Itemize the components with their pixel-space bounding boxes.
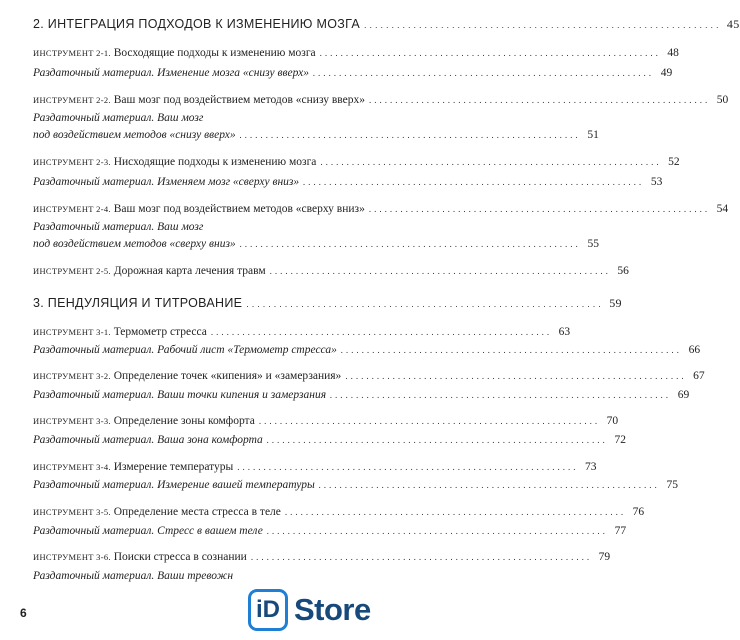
handout-title: Раздаточный материал. Измерение вашей температуры <box>33 479 315 491</box>
page-number: 67 <box>693 370 705 382</box>
page-number: 79 <box>598 551 611 563</box>
tool-3-6-entry[interactable] <box>33 551 611 563</box>
page-number: 59 <box>609 296 622 310</box>
leader-dots: ................................................................. <box>318 480 660 490</box>
page-number: 72 <box>614 434 627 446</box>
handout-title: Раздаточный материал. Ваши точки кипения и замерзания <box>33 389 327 401</box>
leader-dots: ................................................................. <box>313 68 655 78</box>
leader-dots: ................................................................. <box>266 435 609 445</box>
handout-2-4-entry[interactable] <box>33 238 599 250</box>
leader-dots: ................................................................. <box>319 48 661 58</box>
leader-dots: ................................................................. <box>330 390 672 400</box>
leader-dots: ................................................................. <box>368 204 711 214</box>
tool-title: Определение зоны комфорта <box>113 415 255 427</box>
leader-dots: ................................................................. <box>258 416 601 426</box>
logo-word: Store <box>294 592 371 627</box>
tool-label: ИНСТРУМЕНТ 2-1. <box>33 48 111 58</box>
handout-3-3-entry[interactable] <box>33 434 627 446</box>
handout-3-1-entry[interactable] <box>33 344 701 356</box>
chapter-3-entry[interactable] <box>33 296 622 311</box>
leader-dots: ................................................................. <box>303 177 645 187</box>
handout-3-6-entry[interactable]: Раздаточный материал. Ваши тревожн <box>33 570 234 582</box>
leader-dots: ................................................................. <box>269 266 611 276</box>
page-number: 70 <box>606 415 619 427</box>
handout-title: под воздействием методов «сверху вниз» <box>33 238 236 250</box>
tool-title: Определение места стресса в теле <box>113 506 281 518</box>
handout-title: Раздаточный материал. Изменяем мозг «сверху вниз» <box>33 176 300 188</box>
leader-dots: ................................................................. <box>266 526 609 536</box>
tool-title: Поиски стресса в сознании <box>113 551 247 563</box>
tool-label: ИНСТРУМЕНТ 2-4. <box>33 204 111 214</box>
handout-title: Раздаточный материал. Изменение мозга «снизу вверх» <box>33 67 309 79</box>
tool-title: Ваш мозг под воздействием методов «снизу вверх» <box>113 94 366 106</box>
chapter-title: 3. ПЕНДУЛЯЦИЯ И ТИТРОВАНИЕ <box>33 296 243 310</box>
page-number: 51 <box>587 129 599 141</box>
chapter-2-entry[interactable] <box>33 17 740 32</box>
page-number: 73 <box>585 461 597 473</box>
page-number: 76 <box>632 506 645 518</box>
tool-title: Определение точек «кипения» и «замерзания» <box>113 370 342 382</box>
handout-2-3-entry[interactable] <box>33 176 663 188</box>
handout-title: Раздаточный материал. Ваша зона комфорта <box>33 434 263 446</box>
handout-2-4-line1[interactable]: Раздаточный материал. Ваш мозг <box>33 221 204 233</box>
tool-title: Дорожная карта лечения травм <box>113 265 266 277</box>
handout-3-4-entry[interactable] <box>33 479 678 491</box>
tool-title: Измерение температуры <box>113 461 234 473</box>
handout-3-2-entry[interactable] <box>33 389 690 401</box>
tool-2-1-entry[interactable] <box>33 47 679 59</box>
leader-dots: ................................................................. <box>239 130 581 140</box>
leader-dots: ................................................................. <box>340 345 683 355</box>
leader-dots: ................................................................. <box>250 552 593 562</box>
handout-2-2-line1[interactable]: Раздаточный материал. Ваш мозг <box>33 112 204 124</box>
page-number: 56 <box>617 265 629 277</box>
tool-label: ИНСТРУМЕНТ 2-2. <box>33 95 111 105</box>
tool-title: Нисходящие подходы к изменению мозга <box>113 156 317 168</box>
leader-dots: ................................................................. <box>369 95 711 105</box>
footer-page-number: 6 <box>20 606 27 620</box>
tool-title: Ваш мозг под воздействием методов «сверху вниз» <box>113 203 365 215</box>
leader-dots: ................................................................. <box>320 157 662 167</box>
handout-2-2-entry[interactable] <box>33 129 599 141</box>
page-number: 63 <box>558 326 571 338</box>
tool-2-2-entry[interactable] <box>33 94 729 106</box>
page-number: 55 <box>587 238 599 250</box>
page-number: 75 <box>666 479 678 491</box>
tool-label: ИНСТРУМЕНТ 3-1. <box>33 327 111 337</box>
tool-2-3-entry[interactable] <box>33 156 680 168</box>
chapter-title: 2. ИНТЕГРАЦИЯ ПОДХОДОВ К ИЗМЕНЕНИЮ МОЗГА <box>33 17 360 31</box>
handout-title: под воздействием методов «снизу вверх» <box>33 129 236 141</box>
tool-3-3-entry[interactable] <box>33 415 619 427</box>
logo-box: iD <box>248 589 288 631</box>
tool-title: Термометр стресса <box>113 326 207 338</box>
tool-label: ИНСТРУМЕНТ 2-5. <box>33 266 111 276</box>
leader-dots: ................................................................. <box>239 239 581 249</box>
tool-label: ИНСТРУМЕНТ 3-3. <box>33 416 111 426</box>
page-number: 50 <box>716 94 729 106</box>
tool-3-2-entry[interactable] <box>33 370 705 382</box>
page-number: 53 <box>650 176 663 188</box>
tool-2-5-entry[interactable] <box>33 265 629 277</box>
handout-3-5-entry[interactable] <box>33 525 627 537</box>
page-number: 49 <box>660 67 673 79</box>
tool-label: ИНСТРУМЕНТ 3-4. <box>33 462 111 472</box>
tool-3-4-entry[interactable] <box>33 461 597 473</box>
handout-title: Раздаточный материал. Стресс в вашем теле <box>33 525 263 537</box>
leader-dots: ................................................................. <box>210 327 553 337</box>
leader-dots: ................................................................. <box>246 299 604 309</box>
tool-title: Восходящие подходы к изменению мозга <box>113 47 316 59</box>
tool-label: ИНСТРУМЕНТ 2-3. <box>33 157 111 167</box>
idstore-watermark-logo <box>248 585 448 635</box>
page-number: 69 <box>677 389 690 401</box>
page-number: 52 <box>668 156 680 168</box>
handout-2-1-entry[interactable] <box>33 67 673 79</box>
tool-label: ИНСТРУМЕНТ 3-6. <box>33 552 111 562</box>
leader-dots: ................................................................. <box>345 371 687 381</box>
leader-dots: ................................................................. <box>237 462 579 472</box>
page-number: 77 <box>614 525 627 537</box>
tool-2-4-entry[interactable] <box>33 203 729 215</box>
page-number: 48 <box>667 47 679 59</box>
tool-label: ИНСТРУМЕНТ 3-5. <box>33 507 111 517</box>
tool-label: ИНСТРУМЕНТ 3-2. <box>33 371 111 381</box>
tool-3-1-entry[interactable] <box>33 326 571 338</box>
handout-title: Раздаточный материал. Рабочий лист «Термометр стресса» <box>33 344 337 356</box>
tool-3-5-entry[interactable] <box>33 506 645 518</box>
page-number: 54 <box>716 203 729 215</box>
leader-dots: ................................................................. <box>363 20 722 30</box>
page-number: 66 <box>688 344 701 356</box>
page-number: 45 <box>726 17 740 31</box>
leader-dots: ................................................................. <box>284 507 627 517</box>
